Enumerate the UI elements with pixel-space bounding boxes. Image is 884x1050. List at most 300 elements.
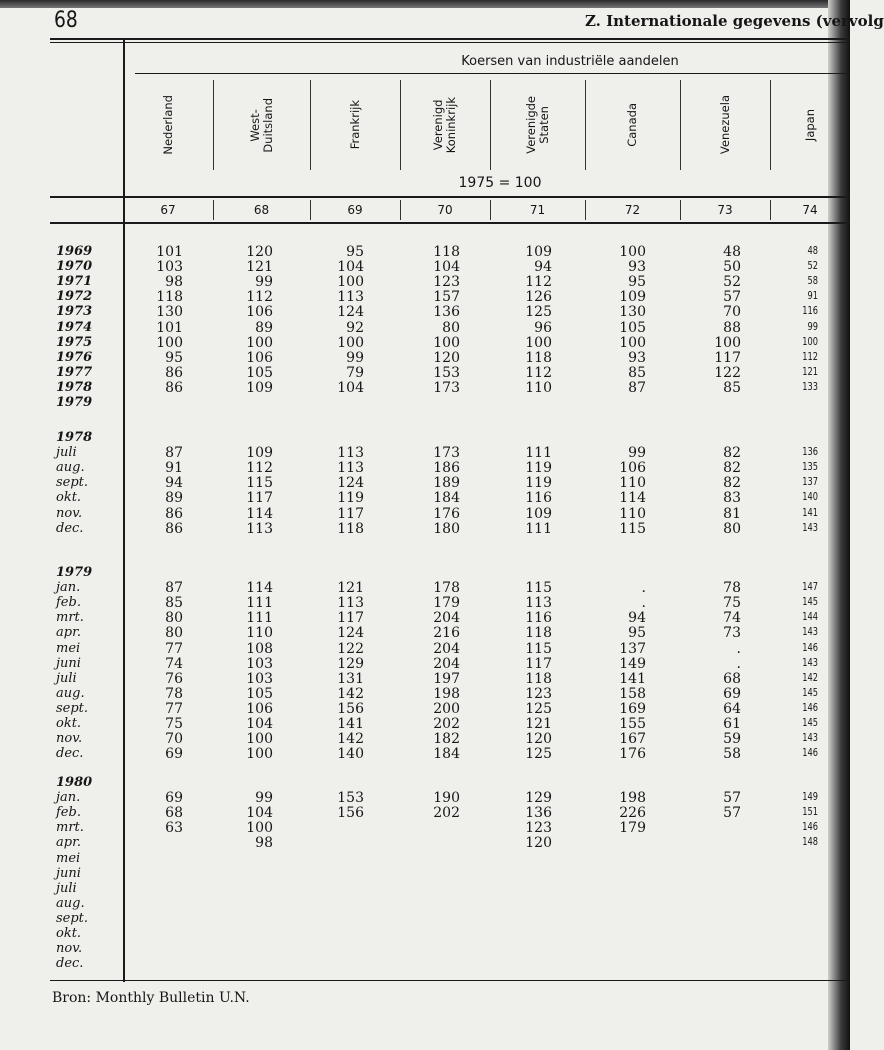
- table-cell: 57: [723, 289, 741, 306]
- table-cell: 112: [246, 460, 273, 477]
- row-label: juli: [56, 880, 77, 896]
- table-cell: 110: [619, 475, 646, 492]
- row-label: 1976: [56, 349, 93, 365]
- row-label: juni: [56, 655, 81, 671]
- table-cell: 133: [802, 379, 818, 393]
- table-cell: 226: [619, 805, 646, 822]
- table-cell: 140: [802, 490, 818, 504]
- table-cell: 141: [337, 716, 364, 732]
- table-cell: 182: [433, 731, 460, 748]
- table-cell: 94: [165, 475, 183, 492]
- table-cell: 100: [246, 731, 273, 748]
- table-cell: 82: [723, 475, 741, 492]
- row-label: 1972: [56, 289, 93, 305]
- table-cell: 69: [723, 685, 741, 702]
- table-cell: 120: [525, 835, 552, 852]
- table-cell: 82: [723, 445, 741, 462]
- table-cell: 130: [619, 304, 646, 321]
- column-header-label: West- Duitsland: [247, 97, 275, 153]
- table-cell: 100: [619, 244, 646, 260]
- row-label: 1973: [56, 304, 93, 320]
- table-cell: 169: [619, 700, 646, 717]
- table-cell: 75: [723, 595, 741, 612]
- table-cell: 120: [433, 349, 460, 366]
- table-cell: 78: [723, 580, 741, 597]
- table-cell: 176: [619, 746, 646, 763]
- table-cell: 178: [433, 580, 460, 597]
- row-label: aug.: [56, 895, 85, 911]
- table-cell: 121: [337, 580, 364, 597]
- row-label: nov.: [56, 941, 83, 957]
- table-cell: 143: [802, 731, 818, 745]
- table-cell: 103: [246, 655, 273, 672]
- table-cell: 145: [802, 716, 818, 729]
- table-cell: 89: [255, 319, 273, 336]
- table-cell: 117: [337, 610, 364, 627]
- column-header: [490, 80, 585, 170]
- column-header-label: Verenigd Koninkrijk: [431, 96, 458, 154]
- table-cell: 57: [723, 805, 741, 822]
- column-divider: [310, 200, 311, 220]
- column-divider: [310, 80, 311, 170]
- table-cell: 100: [433, 334, 460, 351]
- row-label: dec.: [56, 956, 84, 972]
- table-cell: 142: [802, 670, 818, 684]
- table-cell: 111: [525, 520, 552, 537]
- table-cell: 119: [525, 475, 552, 492]
- table-cell: 64: [723, 700, 741, 717]
- table-cell: 113: [337, 460, 364, 477]
- row-label: juli: [56, 445, 77, 461]
- table-cell: 125: [525, 304, 552, 321]
- table-cell: 95: [346, 244, 364, 260]
- table-cell: 106: [246, 700, 273, 717]
- table-cell: 80: [723, 520, 741, 537]
- column-divider: [770, 80, 771, 170]
- main-vertical-rule: [123, 40, 125, 982]
- section-heading: 1979: [56, 565, 93, 580]
- table-cell: 124: [337, 304, 364, 321]
- table-cell: 186: [433, 460, 460, 477]
- table-cell: 73: [723, 625, 741, 642]
- row-label: aug.: [56, 685, 85, 701]
- column-number: 68: [253, 203, 270, 217]
- table-cell: 143: [802, 520, 818, 534]
- table-cell: 137: [619, 640, 646, 657]
- table-cell: 140: [337, 746, 364, 763]
- column-header-label: Venezuela: [717, 95, 732, 155]
- table-cell: 142: [337, 685, 364, 702]
- table-cell: 99: [807, 319, 818, 333]
- row-label: 1977: [56, 364, 93, 380]
- table-cell: 70: [165, 731, 183, 748]
- column-number: 67: [160, 203, 176, 217]
- table-cell: 116: [525, 490, 552, 507]
- table-cell: 113: [337, 289, 364, 306]
- table-cell: 100: [246, 820, 273, 837]
- table-cell: 111: [246, 610, 273, 627]
- table-cell: 79: [346, 364, 364, 381]
- table-cell: 100: [246, 334, 273, 351]
- table-cell: 146: [802, 820, 818, 834]
- table-cell: .: [736, 640, 741, 657]
- table-cell: 91: [165, 460, 183, 477]
- column-divider: [490, 200, 491, 220]
- column-header-label: Canada: [625, 103, 639, 147]
- table-cell: 202: [433, 805, 460, 822]
- table-cell: 68: [165, 805, 183, 822]
- table-cell: 99: [628, 445, 646, 462]
- header-rule: [50, 196, 850, 198]
- table-cell: 115: [525, 640, 552, 657]
- table-cell: 135: [802, 460, 818, 474]
- table-cell: 85: [628, 364, 646, 381]
- table-cell: 120: [525, 731, 552, 748]
- table-cell: 156: [337, 805, 364, 822]
- table-cell: 142: [337, 731, 364, 748]
- row-label: sept.: [56, 475, 89, 491]
- table-cell: 99: [346, 349, 364, 366]
- column-number: 73: [717, 203, 733, 217]
- table-cell: 86: [165, 364, 183, 381]
- table-cell: 59: [723, 731, 741, 748]
- table-cell: 141: [802, 505, 818, 519]
- table-cell: 173: [433, 445, 460, 462]
- bottom-rule: [50, 980, 850, 981]
- column-divider: [585, 200, 586, 220]
- table-cell: 99: [255, 274, 273, 291]
- row-label: 1969: [56, 244, 93, 259]
- table-cell: 117: [714, 349, 741, 366]
- table-cell: 81: [723, 505, 741, 522]
- column-number: 69: [347, 203, 363, 217]
- table-cell: 94: [534, 259, 552, 276]
- row-label: 1970: [56, 259, 93, 275]
- table-cell: 93: [628, 259, 646, 276]
- table-cell: 93: [628, 349, 646, 366]
- column-number: 71: [529, 203, 546, 217]
- column-divider: [680, 200, 681, 220]
- table-cell: 106: [246, 349, 273, 366]
- table-cell: 58: [723, 746, 741, 763]
- table-cell: 105: [619, 319, 646, 336]
- row-label: dec.: [56, 746, 84, 762]
- row-label: nov.: [56, 731, 83, 747]
- table-cell: 148: [802, 835, 818, 849]
- table-cell: 69: [165, 790, 183, 807]
- row-label: mei: [56, 640, 81, 656]
- table-cell: 144: [802, 610, 818, 624]
- row-label: juni: [56, 865, 81, 881]
- table-cell: 146: [802, 746, 818, 760]
- table-cell: 143: [802, 655, 818, 669]
- table-cell: 91: [807, 289, 818, 303]
- table-cell: 110: [525, 379, 552, 396]
- table-cell: 58: [807, 274, 818, 288]
- table-cell: 119: [525, 460, 552, 477]
- row-label: 1971: [56, 274, 93, 290]
- table-cell: 123: [525, 685, 552, 702]
- table-cell: 101: [156, 319, 183, 336]
- column-number: 74: [802, 203, 818, 217]
- table-cell: 153: [337, 790, 364, 807]
- table-cell: 92: [346, 319, 364, 336]
- table-cell: 112: [525, 274, 552, 291]
- row-label: okt.: [56, 490, 82, 506]
- row-label: okt.: [56, 926, 82, 941]
- table-cell: 158: [619, 685, 646, 702]
- column-header: [680, 80, 770, 170]
- table-cell: 52: [807, 259, 818, 273]
- column-number: 70: [437, 203, 453, 217]
- table-cell: 122: [337, 640, 364, 657]
- table-cell: 114: [619, 490, 646, 507]
- table-cell: 204: [433, 640, 460, 657]
- section-heading: 1980: [56, 775, 93, 790]
- table-cell: 118: [433, 244, 460, 260]
- table-cell: 109: [619, 289, 646, 306]
- row-label: mrt.: [56, 610, 84, 626]
- table-cell: 69: [165, 746, 183, 763]
- table-cell: 126: [525, 289, 552, 306]
- table-cell: 179: [619, 820, 646, 837]
- table-cell: 137: [802, 475, 818, 489]
- top-rule-thin: [50, 42, 850, 43]
- table-cell: 112: [246, 289, 273, 306]
- table-cell: 146: [802, 640, 818, 654]
- row-label: dec.: [56, 520, 84, 536]
- table-cell: 108: [246, 640, 273, 657]
- table-cell: 85: [165, 595, 183, 612]
- page-number: 68: [54, 8, 78, 33]
- table-cell: 204: [433, 610, 460, 627]
- table-cell: 204: [433, 655, 460, 672]
- table-cell: 125: [525, 700, 552, 717]
- column-divider: [400, 200, 401, 220]
- table-cell: 48: [723, 244, 741, 260]
- row-label: 1978: [56, 379, 93, 395]
- table-cell: 124: [337, 625, 364, 642]
- table-cell: 112: [525, 364, 552, 381]
- table-cell: 77: [165, 640, 183, 657]
- table-cell: 95: [628, 625, 646, 642]
- top-rule: [50, 38, 850, 40]
- table-cell: 96: [534, 319, 552, 336]
- table-cell: 99: [255, 790, 273, 807]
- table-cell: 104: [337, 379, 364, 396]
- table-cell: 100: [525, 334, 552, 351]
- table-cell: 151: [802, 805, 818, 819]
- table-cell: 87: [628, 379, 646, 396]
- row-label: feb.: [56, 805, 81, 821]
- table-cell: 153: [433, 364, 460, 381]
- table-cell: 109: [246, 445, 273, 462]
- table-cell: 119: [337, 490, 364, 507]
- table-cell: 122: [714, 364, 741, 381]
- table-cell: 98: [255, 835, 273, 852]
- row-label: jan.: [56, 580, 81, 596]
- table-cell: 121: [802, 364, 818, 378]
- table-cell: 113: [246, 520, 273, 537]
- table-cell: 136: [525, 805, 552, 822]
- table-cell: 50: [723, 259, 741, 276]
- table-cell: 167: [619, 731, 646, 748]
- table-cell: 143: [802, 625, 818, 639]
- table-cell: 82: [723, 460, 741, 477]
- table-cell: 146: [802, 700, 818, 714]
- table-cell: 74: [165, 655, 183, 672]
- table-cell: 114: [246, 505, 273, 522]
- table-title: Koersen van industriële aandelen: [461, 54, 679, 69]
- table-cell: 155: [619, 716, 646, 732]
- table-cell: 157: [433, 289, 460, 306]
- row-label: sept.: [56, 910, 89, 926]
- column-header: [400, 80, 490, 170]
- table-cell: 197: [433, 670, 460, 687]
- table-cell: 120: [246, 244, 273, 260]
- table-cell: 104: [337, 259, 364, 276]
- table-cell: 136: [802, 445, 818, 459]
- table-cell: 190: [433, 790, 460, 807]
- table-cell: 202: [433, 716, 460, 732]
- table-cell: 113: [337, 445, 364, 462]
- table-cell: 95: [165, 349, 183, 366]
- body-rule: [50, 222, 850, 224]
- table-cell: 100: [156, 334, 183, 351]
- table-cell: 57: [723, 790, 741, 807]
- table-cell: 130: [156, 304, 183, 321]
- row-label: 1979: [56, 395, 93, 410]
- table-cell: 216: [433, 625, 460, 642]
- column-header-label: Nederland: [160, 95, 175, 155]
- table-cell: 180: [433, 520, 460, 537]
- table-cell: 95: [628, 274, 646, 291]
- table-cell: 125: [525, 746, 552, 763]
- table-cell: 48: [807, 244, 818, 257]
- table-cell: 121: [246, 259, 273, 276]
- column-divider: [213, 80, 214, 170]
- table-cell: 103: [246, 670, 273, 687]
- table-cell: 118: [525, 625, 552, 642]
- table-cell: 112: [802, 349, 818, 363]
- table-cell: 76: [165, 670, 183, 687]
- column-divider: [770, 200, 771, 220]
- table-cell: 52: [723, 274, 741, 291]
- table-cell: 123: [433, 274, 460, 291]
- index-base: 1975 = 100: [458, 175, 542, 191]
- row-label: aug.: [56, 460, 85, 476]
- table-cell: 124: [337, 475, 364, 492]
- table-cell: 111: [246, 595, 273, 612]
- table-cell: 129: [525, 790, 552, 807]
- table-cell: 147: [802, 580, 818, 594]
- table-cell: 74: [723, 610, 741, 627]
- table-cell: 70: [723, 304, 741, 321]
- row-label: apr.: [56, 625, 81, 641]
- row-label: nov.: [56, 505, 83, 521]
- table-cell: 115: [246, 475, 273, 492]
- table-cell: 104: [433, 259, 460, 276]
- table-cell: 198: [433, 685, 460, 702]
- table-cell: 136: [433, 304, 460, 321]
- column-header: [123, 80, 213, 170]
- table-cell: 141: [619, 670, 646, 687]
- column-header: [213, 80, 310, 170]
- table-cell: 184: [433, 746, 460, 763]
- column-divider: [585, 80, 586, 170]
- table-cell: 189: [433, 475, 460, 492]
- table-cell: 198: [619, 790, 646, 807]
- table-cell: 86: [165, 379, 183, 396]
- table-cell: 176: [433, 505, 460, 522]
- table-cell: 113: [525, 595, 552, 612]
- scan-top-edge: [0, 0, 850, 8]
- table-cell: 87: [165, 580, 183, 597]
- table-cell: 115: [619, 520, 646, 537]
- table-cell: 83: [723, 490, 741, 507]
- table-cell: 149: [619, 655, 646, 672]
- table-cell: 100: [619, 334, 646, 351]
- column-header: [585, 80, 680, 170]
- table-cell: 63: [165, 820, 183, 837]
- row-label: jan.: [56, 790, 81, 806]
- table-cell: 104: [246, 805, 273, 822]
- table-cell: 80: [165, 625, 183, 642]
- table-cell: 106: [246, 304, 273, 321]
- table-cell: .: [736, 655, 741, 672]
- table-cell: 100: [802, 334, 818, 348]
- column-divider: [490, 80, 491, 170]
- column-header: [310, 80, 400, 170]
- table-cell: 179: [433, 595, 460, 612]
- table-cell: 123: [525, 820, 552, 837]
- table-cell: 110: [246, 625, 273, 642]
- row-label: 1975: [56, 334, 93, 350]
- page-title: Z. Internationale gegevens (vervolg: [585, 12, 884, 30]
- table-cell: 156: [337, 700, 364, 717]
- row-label: sept.: [56, 700, 89, 716]
- table-cell: .: [641, 595, 646, 612]
- table-cell: 145: [802, 595, 818, 609]
- table-cell: 80: [442, 319, 460, 336]
- table-cell: .: [641, 580, 646, 597]
- table-cell: 145: [802, 685, 818, 699]
- table-cell: 116: [525, 610, 552, 627]
- table-cell: 109: [525, 244, 552, 260]
- table-cell: 103: [156, 259, 183, 276]
- row-label: okt.: [56, 716, 82, 731]
- table-cell: 86: [165, 505, 183, 522]
- table-cell: 75: [165, 716, 183, 732]
- table-cell: 87: [165, 445, 183, 462]
- table-cell: 68: [723, 670, 741, 687]
- column-header: [770, 80, 850, 170]
- table-cell: 117: [525, 655, 552, 672]
- table-cell: 77: [165, 700, 183, 717]
- title-rule: [135, 73, 850, 74]
- table-cell: 105: [246, 685, 273, 702]
- row-label: mei: [56, 850, 81, 866]
- table-cell: 184: [433, 490, 460, 507]
- table-cell: 85: [723, 379, 741, 396]
- table-cell: 78: [165, 685, 183, 702]
- table-cell: 117: [246, 490, 273, 507]
- table-cell: 105: [246, 364, 273, 381]
- row-label: juli: [56, 670, 77, 686]
- table-cell: 131: [337, 670, 364, 687]
- table-cell: 116: [802, 304, 818, 318]
- table-cell: 94: [628, 610, 646, 627]
